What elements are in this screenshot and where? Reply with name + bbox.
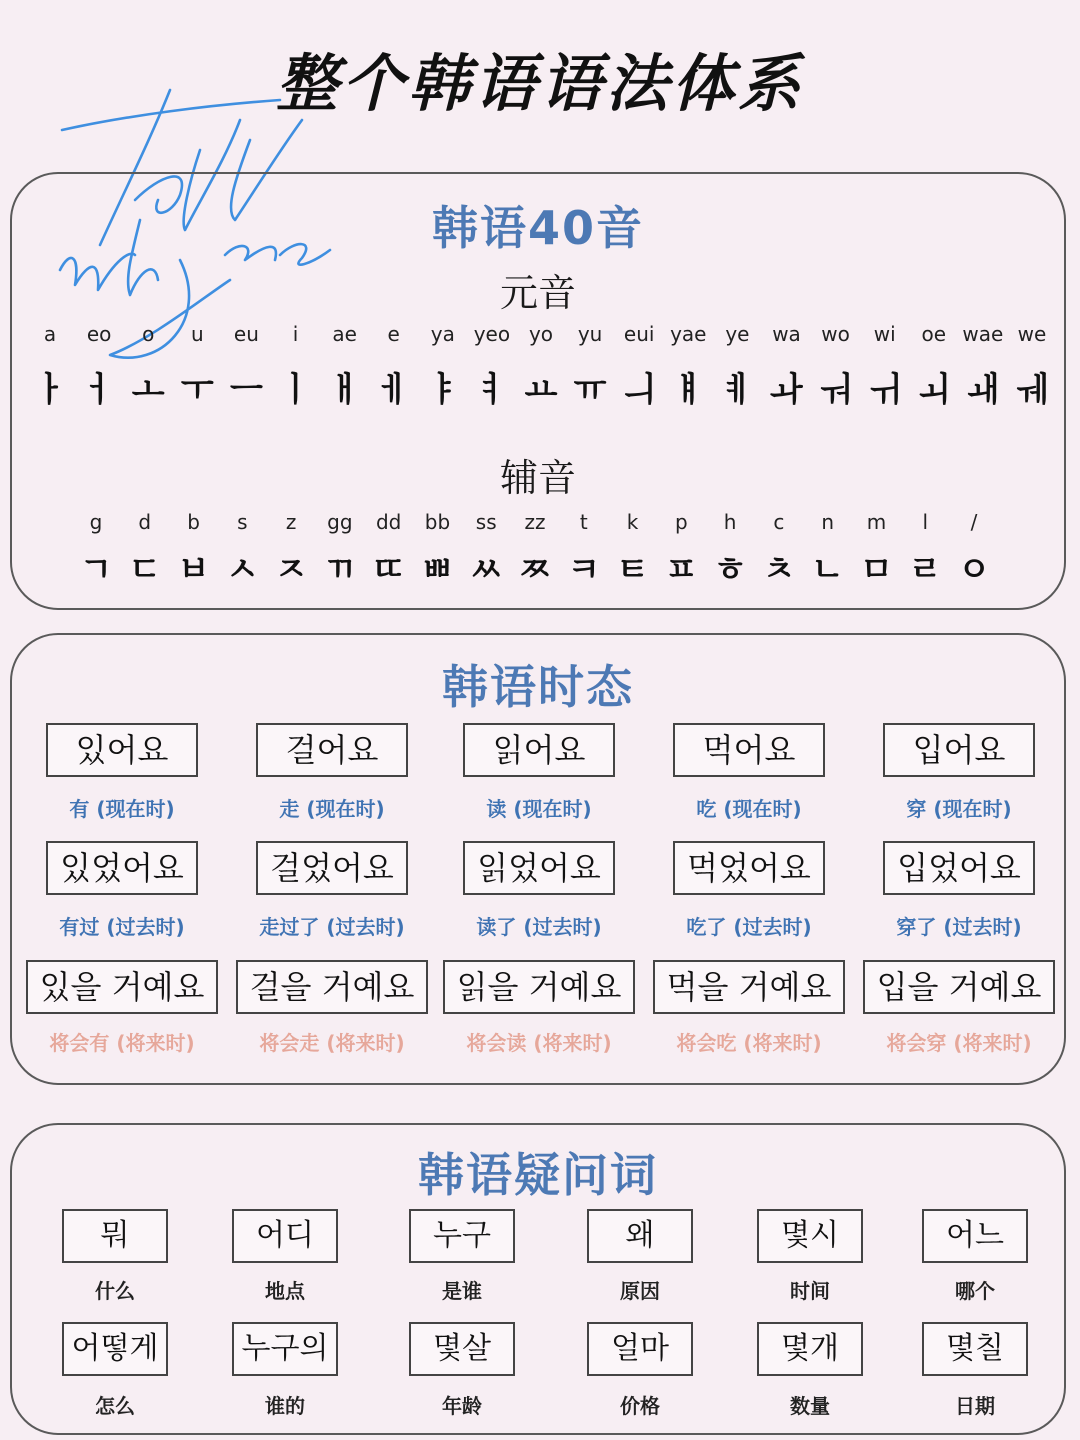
question-word: 어떻게 <box>62 1322 168 1376</box>
consonant-roman: b <box>187 510 200 534</box>
vowel-roman: eu <box>233 322 259 346</box>
consonant-roman: n <box>821 510 834 534</box>
tense-word-past: 읽었어요 <box>463 841 615 895</box>
tense-word-present: 있어요 <box>46 723 198 777</box>
consonant-jamo: ㅊ <box>762 550 796 590</box>
tense-label-past: 吃了 (过去时) <box>686 915 812 939</box>
question-word: 왜 <box>587 1209 693 1263</box>
vowel-jamo: ㅚ <box>917 370 951 410</box>
page-title: 整个韩语语法体系 <box>275 47 804 120</box>
consonant-jamo: ㄹ <box>908 550 942 590</box>
vowel-jamo: ㅢ <box>622 370 656 410</box>
tense-word-future: 있을 거예요 <box>26 960 218 1014</box>
tense-label-past: 走过了 (过去时) <box>259 915 405 939</box>
tense-word-past: 걸었어요 <box>256 841 408 895</box>
consonant-roman: z <box>285 510 297 534</box>
vowel-jamo: ㅐ <box>328 370 362 410</box>
question-meaning: 时间 <box>790 1279 830 1303</box>
vowel-roman: eui <box>623 322 655 346</box>
question-word: 어느 <box>922 1209 1028 1263</box>
question-meaning: 日期 <box>955 1394 995 1418</box>
question-meaning: 谁的 <box>265 1394 305 1418</box>
alphabet-title: 韩语40音 <box>431 201 644 255</box>
question-word: 몇살 <box>409 1322 515 1376</box>
vowel-roman: yo <box>528 322 554 346</box>
question-word: 몇개 <box>757 1322 863 1376</box>
tense-label-past: 读了 (过去时) <box>476 915 602 939</box>
tense-word-present: 읽어요 <box>463 723 615 777</box>
question-meaning: 原因 <box>620 1279 660 1303</box>
consonants-title: 辅音 <box>499 456 576 500</box>
vowel-roman: yu <box>577 322 603 346</box>
question-meaning: 地点 <box>265 1279 305 1303</box>
vowel-roman: u <box>190 322 204 346</box>
question-word: 어디 <box>232 1209 338 1263</box>
tense-label-future: 将会吃 (将来时) <box>676 1031 822 1055</box>
vowel-roman: yeo <box>473 322 511 346</box>
tense-label-future: 将会走 (将来时) <box>259 1031 405 1055</box>
tense-word-future: 입을 거예요 <box>863 960 1055 1014</box>
question-word: 누구 <box>409 1209 515 1263</box>
tense-label-present: 穿 (现在时) <box>906 797 1012 821</box>
tenses-title: 韩语时态 <box>442 660 634 714</box>
vowel-roman: wae <box>962 322 1004 346</box>
tenses-panel <box>10 633 1066 1085</box>
consonant-jamo: ㅂ <box>177 550 210 590</box>
consonant-jamo: ㄴ <box>811 550 845 590</box>
consonant-roman: / <box>970 510 978 534</box>
consonant-jamo: ㅎ <box>713 550 747 590</box>
question-word: 뭐 <box>62 1209 168 1263</box>
consonant-roman: p <box>674 510 688 534</box>
consonant-roman: t <box>579 510 588 534</box>
tense-word-present: 입어요 <box>883 723 1035 777</box>
consonant-jamo: ㄱ <box>79 550 113 590</box>
questions-title: 韩语疑问词 <box>418 1148 658 1202</box>
tense-label-present: 读 (现在时) <box>486 797 592 821</box>
vowel-jamo: ㅣ <box>279 370 312 410</box>
consonant-roman: l <box>922 510 928 534</box>
vowel-jamo: ㅔ <box>377 370 411 410</box>
vowel-roman: we <box>1017 322 1047 346</box>
vowel-jamo: ㅝ <box>819 370 853 410</box>
consonant-roman: zz <box>524 510 546 534</box>
vowel-jamo: ㅘ <box>770 370 803 410</box>
vowel-roman: ya <box>430 322 455 346</box>
tense-label-future: 将会穿 (将来时) <box>886 1031 1032 1055</box>
tense-word-past: 있었어요 <box>46 841 198 895</box>
vowel-jamo: ㅓ <box>82 370 116 410</box>
vowel-jamo: ㅖ <box>720 370 754 410</box>
question-word: 누구의 <box>232 1322 338 1376</box>
consonant-roman: ss <box>475 510 497 534</box>
tense-label-future: 将会读 (将来时) <box>466 1031 612 1055</box>
vowel-roman: ye <box>725 322 750 346</box>
tense-label-present: 有 (现在时) <box>69 797 175 821</box>
vowel-jamo: ㅞ <box>1015 370 1049 410</box>
consonant-roman: g <box>89 510 103 534</box>
consonant-roman: h <box>723 510 737 534</box>
tense-word-future: 읽을 거예요 <box>443 960 635 1014</box>
vowel-jamo: ㅡ <box>229 370 263 410</box>
question-meaning: 数量 <box>790 1394 830 1418</box>
consonant-jamo: ㅍ <box>664 550 698 590</box>
vowel-roman: e <box>387 322 400 346</box>
questions-panel <box>10 1123 1066 1435</box>
question-meaning: 价格 <box>620 1394 660 1418</box>
consonant-jamo: ㅉ <box>518 550 552 590</box>
vowel-roman: eo <box>86 322 112 346</box>
tense-word-future: 먹을 거예요 <box>653 960 845 1014</box>
alphabet-panel <box>10 172 1066 610</box>
vowel-jamo: ㅒ <box>671 370 705 410</box>
vowel-jamo: ㅜ <box>180 370 214 410</box>
vowel-roman: wi <box>873 322 896 346</box>
question-meaning: 怎么 <box>95 1394 135 1418</box>
consonant-roman: dd <box>375 510 402 534</box>
vowel-roman: ae <box>332 322 357 346</box>
vowel-jamo: ㅗ <box>131 370 165 410</box>
vowel-roman: wa <box>772 322 801 346</box>
vowel-roman: i <box>292 322 299 346</box>
question-meaning: 年龄 <box>442 1394 482 1418</box>
question-word: 얼마 <box>587 1322 693 1376</box>
question-meaning: 是谁 <box>442 1279 482 1303</box>
vowel-roman: a <box>43 322 57 346</box>
consonant-jamo: ㅈ <box>274 550 308 590</box>
vowel-jamo: ㅏ <box>33 370 67 410</box>
question-word: 몇칠 <box>922 1322 1028 1376</box>
vowel-jamo: ㅑ <box>426 370 460 410</box>
vowel-roman: oe <box>921 322 947 346</box>
vowel-jamo: ㅠ <box>573 370 607 410</box>
consonant-roman: d <box>138 510 152 534</box>
consonant-jamo: ㅌ <box>616 550 649 590</box>
tense-label-future: 将会有 (将来时) <box>49 1031 195 1055</box>
consonant-roman: bb <box>424 510 451 534</box>
consonant-jamo: ㅇ <box>957 550 991 590</box>
consonant-roman: s <box>237 510 248 534</box>
consonant-jamo: ㄲ <box>323 550 357 590</box>
question-word: 몇시 <box>757 1209 863 1263</box>
tense-label-past: 穿了 (过去时) <box>896 915 1022 939</box>
vowels-title: 元音 <box>499 271 576 315</box>
consonant-roman: c <box>773 510 785 534</box>
vowel-jamo: ㅛ <box>524 370 558 410</box>
consonant-jamo: ㄸ <box>372 550 406 590</box>
question-meaning: 什么 <box>95 1279 135 1303</box>
vowel-jamo: ㅟ <box>868 370 902 410</box>
vowel-roman: yae <box>670 322 707 346</box>
consonant-jamo: ㅁ <box>860 550 893 590</box>
tense-word-past: 먹었어요 <box>673 841 825 895</box>
tense-word-past: 입었어요 <box>883 841 1035 895</box>
consonant-roman: gg <box>327 510 353 534</box>
tense-word-present: 먹어요 <box>673 723 825 777</box>
consonant-roman: m <box>866 510 887 534</box>
consonant-jamo: ㅋ <box>567 550 601 590</box>
vowel-roman: o <box>142 322 155 346</box>
tense-label-present: 吃 (现在时) <box>696 797 802 821</box>
vowel-jamo: ㅕ <box>475 370 509 410</box>
vowel-roman: wo <box>821 322 850 346</box>
consonant-jamo: ㅆ <box>469 550 503 590</box>
consonant-roman: k <box>626 510 639 534</box>
vowel-jamo: ㅙ <box>966 370 1000 410</box>
tense-word-present: 걸어요 <box>256 723 408 777</box>
tense-label-present: 走 (现在时) <box>279 797 385 821</box>
tense-label-past: 有过 (过去时) <box>59 915 185 939</box>
tense-word-future: 걸을 거예요 <box>236 960 428 1014</box>
question-meaning: 哪个 <box>955 1279 995 1303</box>
consonant-jamo: ㄷ <box>128 550 162 590</box>
consonant-jamo: ㅅ <box>225 550 259 590</box>
consonant-jamo: ㅃ <box>421 550 454 590</box>
